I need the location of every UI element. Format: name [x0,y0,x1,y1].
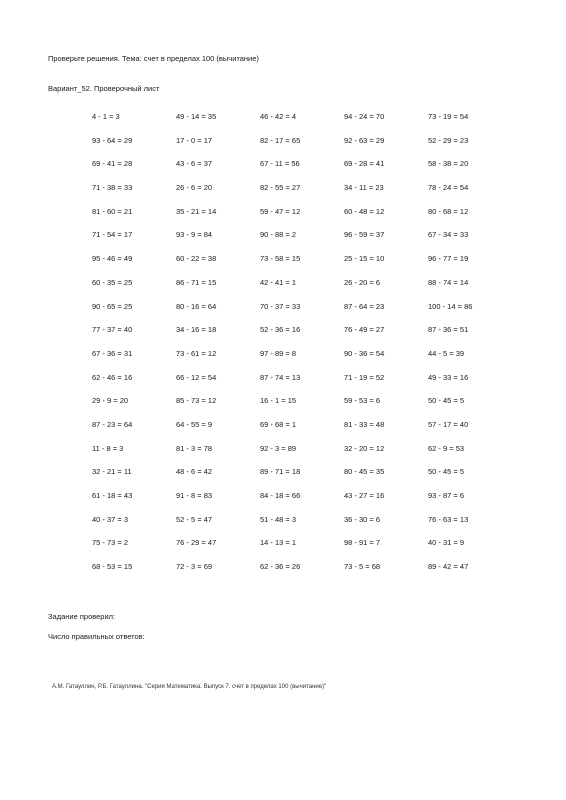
problem-cell: 34 - 11 = 23 [344,183,384,193]
problem-cell: 97 - 89 = 8 [260,348,297,358]
problem-cell: 90 - 36 = 54 [344,348,385,358]
problem-cell: 80 - 68 = 12 [428,206,469,216]
problem-cell: 89 - 42 = 47 [428,562,469,572]
problem-cell: 86 - 71 = 15 [176,277,217,287]
problem-cell: 98 - 91 = 7 [344,538,381,548]
problem-cell: 82 - 55 = 27 [260,183,301,193]
problem-cell: 70 - 37 = 33 [260,301,301,311]
correct-count-label: Число правильных ответов: [48,632,145,641]
problem-cell: 4 - 1 = 3 [92,112,120,121]
problem-cell: 62 - 36 = 26 [260,562,301,572]
problem-cell: 67 - 36 = 31 [92,348,133,358]
problem-cell: 59 - 53 = 6 [344,396,381,406]
problem-cell: 69 - 68 = 1 [260,419,297,429]
problem-cell: 84 - 18 = 66 [260,491,301,500]
problem-cell: 90 - 65 = 25 [92,301,133,311]
problem-cell: 64 - 55 = 9 [176,419,213,429]
problem-cell: 40 - 31 = 9 [428,538,465,548]
problem-cell: 66 - 12 = 54 [176,372,217,382]
problem-cell: 43 - 27 = 16 [344,491,385,500]
problem-cell: 96 - 59 = 37 [344,230,385,240]
problem-cell: 87 - 23 = 64 [92,419,133,429]
problem-cell: 17 - 0 = 17 [176,135,213,145]
problem-cell: 46 - 42 = 4 [260,112,297,121]
problem-cell: 93 - 9 = 84 [176,230,213,240]
problem-cell: 81 - 33 = 48 [344,419,385,429]
problem-cell: 78 - 24 = 54 [428,183,469,193]
problem-cell: 44 - 5 = 39 [428,348,465,358]
problem-cell: 49 - 33 = 16 [428,372,469,382]
problem-cell: 73 - 58 = 15 [260,254,301,264]
problem-cell: 96 - 77 = 19 [428,254,469,264]
problem-cell: 67 - 11 = 56 [260,159,300,169]
problem-cell: 77 - 37 = 40 [92,325,133,335]
problem-cell: 60 - 48 = 12 [344,206,385,216]
problem-cell: 35 - 21 = 14 [176,206,217,216]
problem-cell: 52 - 36 = 16 [260,325,301,335]
problem-cell: 51 - 48 = 3 [260,514,297,524]
problem-cell: 80 - 16 = 64 [176,301,217,311]
problem-cell: 29 - 9 = 20 [92,396,129,406]
problem-cell: 73 - 61 = 12 [176,348,217,358]
problem-cell: 25 - 15 = 10 [344,254,385,264]
problem-cell: 59 - 47 = 12 [260,206,301,216]
problem-cell: 76 - 63 = 13 [428,514,469,524]
problem-cell: 71 - 38 = 33 [92,183,133,193]
problem-cell: 36 - 30 = 6 [344,514,381,524]
problem-cell: 34 - 16 = 18 [176,325,217,335]
problem-cell: 69 - 28 = 41 [344,159,385,169]
problem-cell: 88 - 74 = 14 [428,277,469,287]
problem-cell: 72 - 3 = 69 [176,562,213,572]
problem-cell: 92 - 63 = 29 [344,135,385,145]
problem-cell: 60 - 35 = 25 [92,277,133,287]
problem-cell: 62 - 9 = 53 [428,443,465,453]
problem-cell: 94 - 24 = 70 [344,112,385,121]
problem-cell: 87 - 36 = 51 [428,325,469,335]
problem-cell: 93 - 64 = 29 [92,135,133,145]
problem-cell: 87 - 64 = 23 [344,301,385,311]
problem-cell: 89 - 71 = 18 [260,467,301,477]
problem-cell: 61 - 18 = 43 [92,491,133,500]
problem-cell: 95 - 46 = 49 [92,254,133,264]
problem-cell: 14 - 13 = 1 [260,538,297,548]
problem-cell: 50 - 45 = 5 [428,467,465,477]
problem-cell: 75 - 73 = 2 [92,538,129,548]
problem-cell: 81 - 3 = 78 [176,443,213,453]
problem-cell: 26 - 6 = 20 [176,183,213,193]
problem-cell: 62 - 46 = 16 [92,372,133,382]
problem-cell: 32 - 20 = 12 [344,443,385,453]
problem-cell: 100 - 14 = 86 [428,301,473,311]
problem-cell: 50 - 45 = 5 [428,396,465,406]
problems-grid [92,112,512,586]
problem-cell: 82 - 17 = 65 [260,135,301,145]
problem-cell: 71 - 19 = 52 [344,372,385,382]
problem-cell: 92 - 3 = 89 [260,443,297,453]
problem-cell: 76 - 29 = 47 [176,538,217,548]
variant-label: Вариант_52. Проверочный лист [48,84,160,93]
problem-cell: 40 - 37 = 3 [92,514,129,524]
problem-cell: 48 - 6 = 42 [176,467,213,477]
problem-cell: 73 - 5 = 68 [344,562,381,572]
problem-cell: 87 - 74 = 13 [260,372,301,382]
problem-cell: 93 - 87 = 6 [428,491,465,500]
problem-cell: 16 - 1 = 15 [260,396,297,406]
problem-cell: 52 - 29 = 23 [428,135,469,145]
problem-cell: 52 - 5 = 47 [176,514,213,524]
problem-cell: 57 - 17 = 40 [428,419,469,429]
problem-cell: 60 - 22 = 38 [176,254,217,264]
problem-cell: 26 - 20 = 6 [344,277,381,287]
problem-cell: 85 - 73 = 12 [176,396,217,406]
problem-cell: 71 - 54 = 17 [92,230,133,240]
problem-cell: 81 - 60 = 21 [92,206,133,216]
problem-cell: 69 - 41 = 28 [92,159,133,169]
credit-line: А.М. Гатауллин, Р.Б. Гатауллина. "Серия Математика. Выпуск 7. счет в пределах 100 (вычитание)" [52,684,327,690]
problem-cell: 43 - 6 = 37 [176,159,213,169]
problem-cell: 91 - 8 = 83 [176,491,213,500]
problem-cell: 42 - 41 = 1 [260,277,297,287]
problem-cell: 68 - 53 = 15 [92,562,133,572]
problem-cell: 80 - 45 = 35 [344,467,385,477]
worksheet-title: Проверьте решения. Тема: счет в пределах 100 (вычитание) [48,54,259,63]
problem-cell: 11 - 8 = 3 [92,443,124,453]
checked-by-label: Задание проверил: [48,612,116,621]
problem-cell: 67 - 34 = 33 [428,230,469,240]
problem-cell: 32 - 21 = 11 [92,467,132,477]
problem-cell: 58 - 38 = 20 [428,159,469,169]
problem-cell: 73 - 19 = 54 [428,112,469,121]
problem-cell: 90 - 88 = 2 [260,230,297,240]
problem-cell: 49 - 14 = 35 [176,112,217,121]
problem-cell: 76 - 49 = 27 [344,325,385,335]
